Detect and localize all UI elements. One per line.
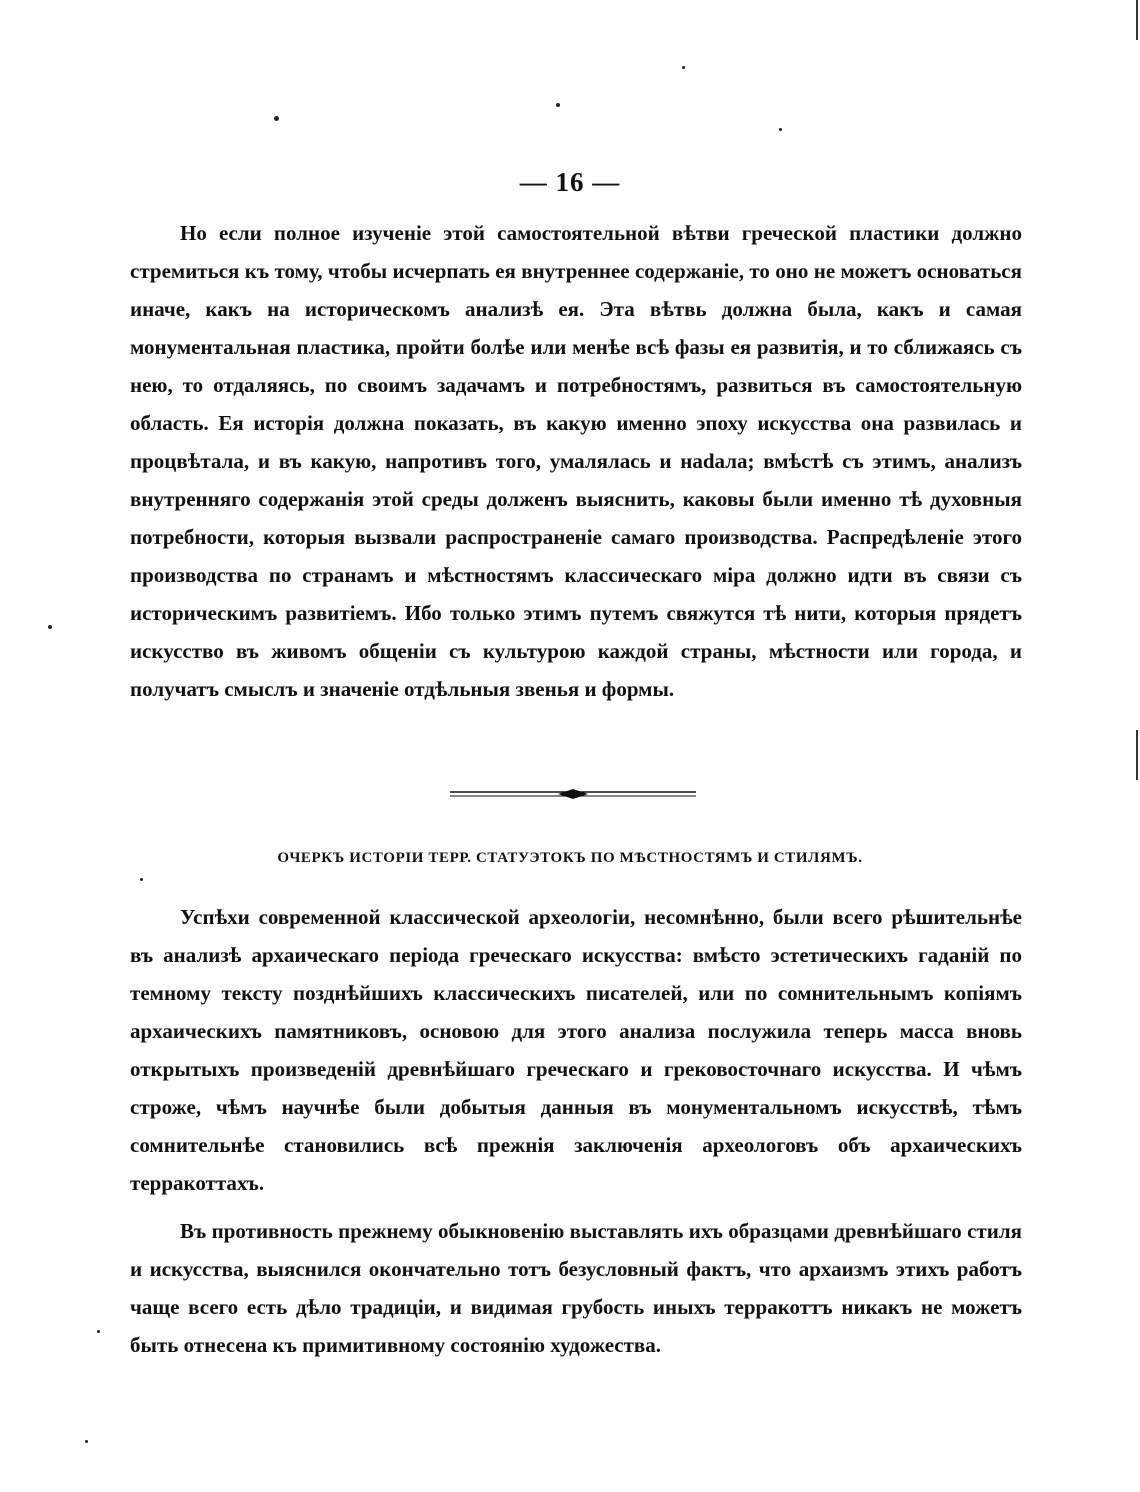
body-text-bottom xyxy=(130,898,1022,1364)
paragraph: Въ противность прежнему обыкновенію выставлять ихъ образцами древнѣйшаго стиля и искусства, выяснился окончательно тотъ безусловный фактъ, что архаизмъ этихъ работъ чаще всего есть дѣло традиціи, и видимая грубость иныхъ терракоттъ никакъ не можетъ быть отнесена къ примитивному состоянію художества. xyxy=(130,1219,1022,1357)
scan-speck xyxy=(274,116,279,121)
page-number: — 16 — xyxy=(519,167,621,197)
scan-speck xyxy=(97,1330,100,1333)
scan-speck xyxy=(556,103,560,107)
body-text-top xyxy=(130,214,1022,708)
paragraph: Но если полное изученіе этой самостоятельной вѣтви греческой пластики должно стремиться къ тому, чтобы исчерпать ея внутреннее содержаніе, то оно не можетъ основаться иначе, какъ на историческомъ анализѣ ея. Эта вѣтвь должна была, какъ и самая монументальная пластика, пройти болѣе или менѣе всѣ фазы ея развитія, и то сближаясь съ нею, то отдаляясь, по своимъ задачамъ и потребностямъ, развиться въ самостоятельную область. Ея исторія должна показать, въ какую именно эпоху искусства она развилась и процвѣтала, и въ какую, напротивъ того, умалялась и наdала; вмѣстѣ съ этимъ, анализъ внутренняго содержанія этой среды долженъ выяснить, каковы были именно тѣ духовныя потребности, которыя вызвали распространеніе самаго производства. Распредѣленіе этого производства по странамъ и мѣстностямъ классическаго міра должно идти въ связи съ историческимъ развитіемъ. Ибо только этимъ путемъ свяжутся тѣ нити, которыя прядетъ искусство въ живомъ общеніи съ культурою каждой страны, мѣстности или города, и получатъ смыслъ и значеніе отдѣльныя звенья и формы. xyxy=(130,221,1022,701)
scan-edge-line xyxy=(1136,0,1138,40)
scan-speck xyxy=(140,878,143,881)
scan-speck xyxy=(48,625,52,629)
paragraph: Успѣхи современной классической археологіи, несомнѣнно, были всего рѣшительнѣе въ анализѣ архаическаго періода греческаго искусства: вмѣсто эстетическихъ гаданій по темному тексту позднѣйшихъ классическихъ писателей, или по сомнительнымъ копіямъ архаическихъ памятниковъ, основою для этого анализа послужила теперь масса вновь открытыхъ произведеній древнѣйшаго греческаго и грековосточнаго искусства. И чѣмъ строже, чѣмъ научнѣе были добытыя данныя въ монументальномъ искусствѣ, тѣмъ сомнительнѣе становились всѣ прежнія заключенія археологовъ объ архаическихъ терракоттахъ. xyxy=(130,905,1022,1195)
section-heading: ОЧЕРКЪ ИСТОРІИ ТЕРР. СТАТУЭТОКЪ ПО МѢСТНОСТЯМЪ И СТИЛЯМЪ. xyxy=(277,850,863,866)
scan-speck xyxy=(85,1440,88,1443)
ornamental-divider xyxy=(450,787,696,801)
scan-edge-line xyxy=(1136,730,1138,780)
scan-speck xyxy=(682,66,685,69)
scan-speck xyxy=(779,128,782,131)
